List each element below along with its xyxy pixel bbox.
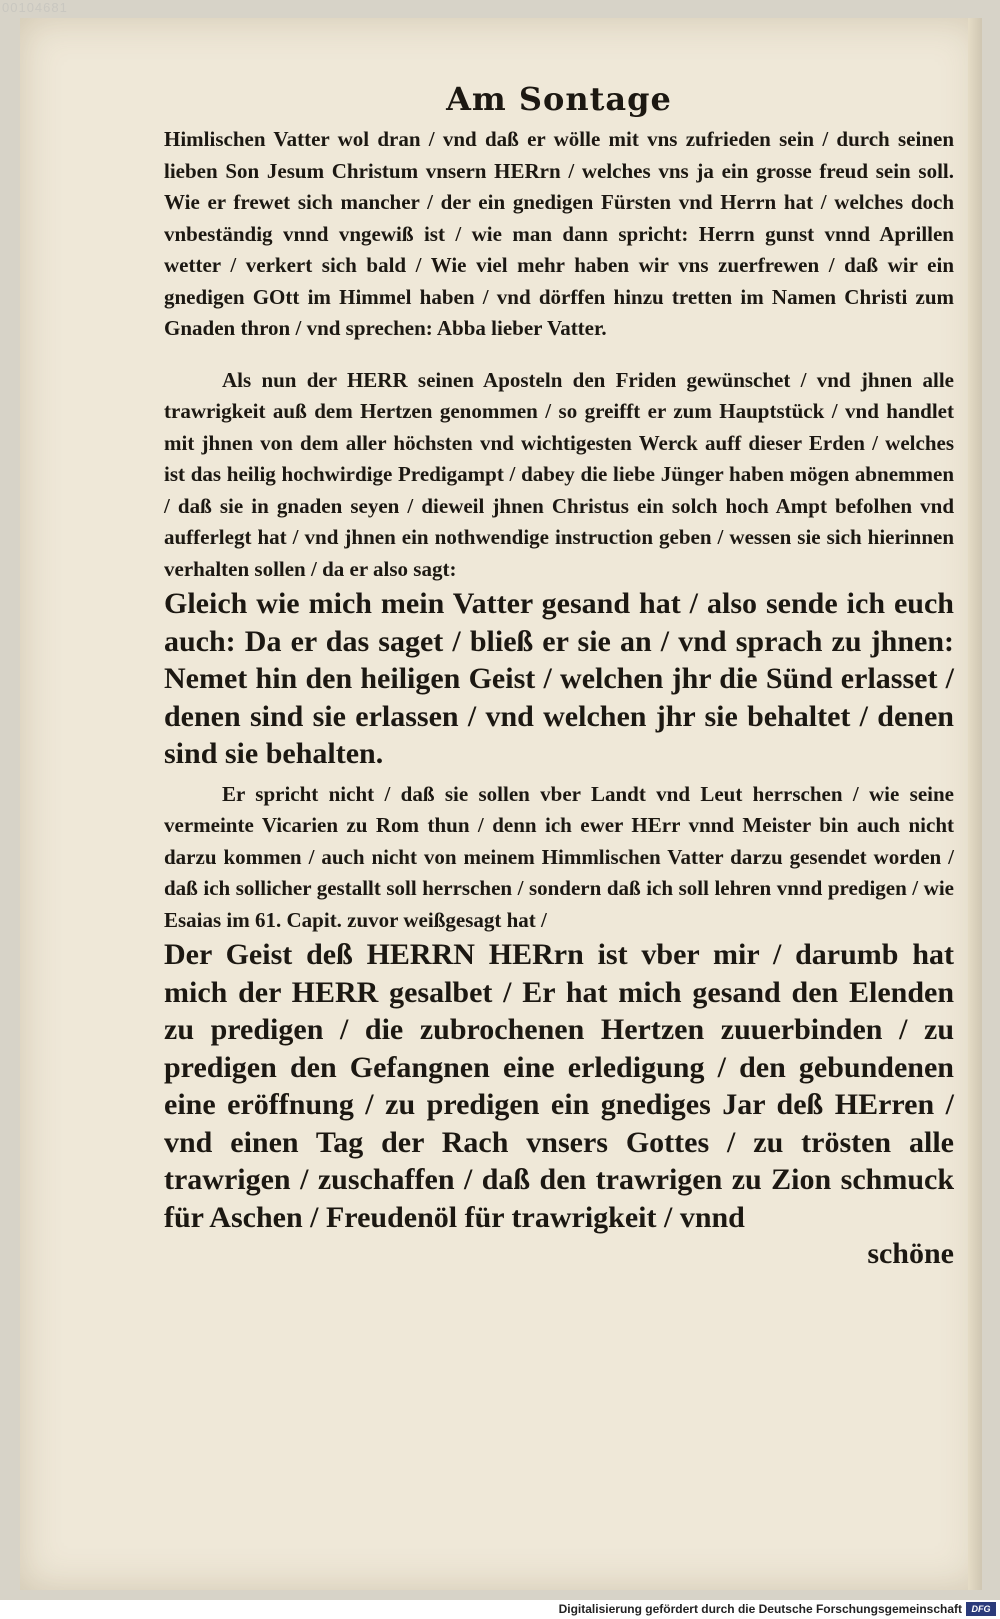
catchword: schöne	[867, 1237, 954, 1270]
book-page	[20, 18, 982, 1590]
scan-corner-id: 00104681	[2, 0, 68, 15]
paragraph-5-scripture: Der Geist deß HERRN HERrn ist vber mir / darumb hat mich der HERR gesalbet / Er hat mich gesand den Elenden zu predigen / die zubrochenen Hertzen zuuerbinden / zu predigen den Gefangnen eine erledigung / den gebundenen eine eröffnung / zu predigen ein gnediges Jar deß HErren / vnd einen Tag der Rach vnsers Gottes / zu trösten alle trawrigen / zuschaffen / daß den trawrigen zu Zion schmuck für Aschen / Freudenöl für trawrigkeit / vnnd	[164, 938, 954, 1234]
paragraph-4: Er spricht nicht / daß sie sollen vber Landt vnd Leut herrschen / wie seine vermeinte Vicarien zu Rom thun / denn ich ewer HErr vnnd Meister bin auch nicht darzu kommen / auch nicht von meinem Himmlischen Vatter darzu gesendet worden / daß ich sollicher gestallt soll herrschen / sondern daß ich soll lehren vnnd predigen / wie Esaias im 61. Capit. zuvor weißgesagt hat /	[164, 781, 954, 932]
dfg-logo-icon: DFG	[966, 1602, 996, 1616]
paragraph-2: Als nun der HERR seinen Aposteln den Friden gewünschet / vnd jhnen alle trawrigkeit auß dem Hertzen genommen / so greifft er zum Hauptstück / vnd handlet mit jhnen von dem aller höchsten vnd wichtigesten Werck auff dieser Erden / welches ist das heilig hochwirdige Predigampt / dabey die liebe Jünger haben mögen abnemmen / daß sie in gnaden seyen / dieweil jhnen Christus ein solch hoch Ampt befolhen vnd aufferlegt hat / vnd jhnen ein nothwendige instruction geben / wessen sie sich hierinnen verhalten sollen / da er also sagt:	[164, 367, 954, 581]
running-head: Am Sontage	[446, 80, 672, 118]
footer-credit: Digitalisierung gefördert durch die Deutsche Forschungsgemeinschaft	[558, 1602, 962, 1616]
text-block	[164, 80, 954, 1272]
page-edge	[968, 18, 982, 1590]
footer-bar	[0, 1600, 1000, 1619]
paragraph-3-scripture: Gleich wie mich mein Vatter gesand hat / also sende ich euch auch: Da er das saget / bließ er sie an / vnd sprach zu jhnen: Nemet hin den heiligen Geist / welchen jhr die Sünd erlasset / denen sind sie erlassen / vnd welchen jhr sie behaltet / denen sind sie behalten.	[164, 587, 954, 770]
paragraph-1: Himlischen Vatter wol dran / vnd daß er wölle mit vns zufrieden sein / durch seinen lieben Son Jesum Christum vnsern HERrn / welches vns ja ein grosse freud sein soll. Wie er frewet sich mancher / der ein gnedigen Fürsten vnd Herrn hat / welches doch vnbeständig vnnd vngewiß ist / wie man dann spricht: Herrn gunst vnnd Aprillen wetter / verkert sich bald / Wie viel mehr haben wir vns zuerfrewen / daß wir ein gnedigen GOtt im Himmel haben / vnd dörffen hinzu tretten im Namen Christi zum Gnaden thron / vnd sprechen: Abba lieber Vatter.	[164, 127, 954, 340]
